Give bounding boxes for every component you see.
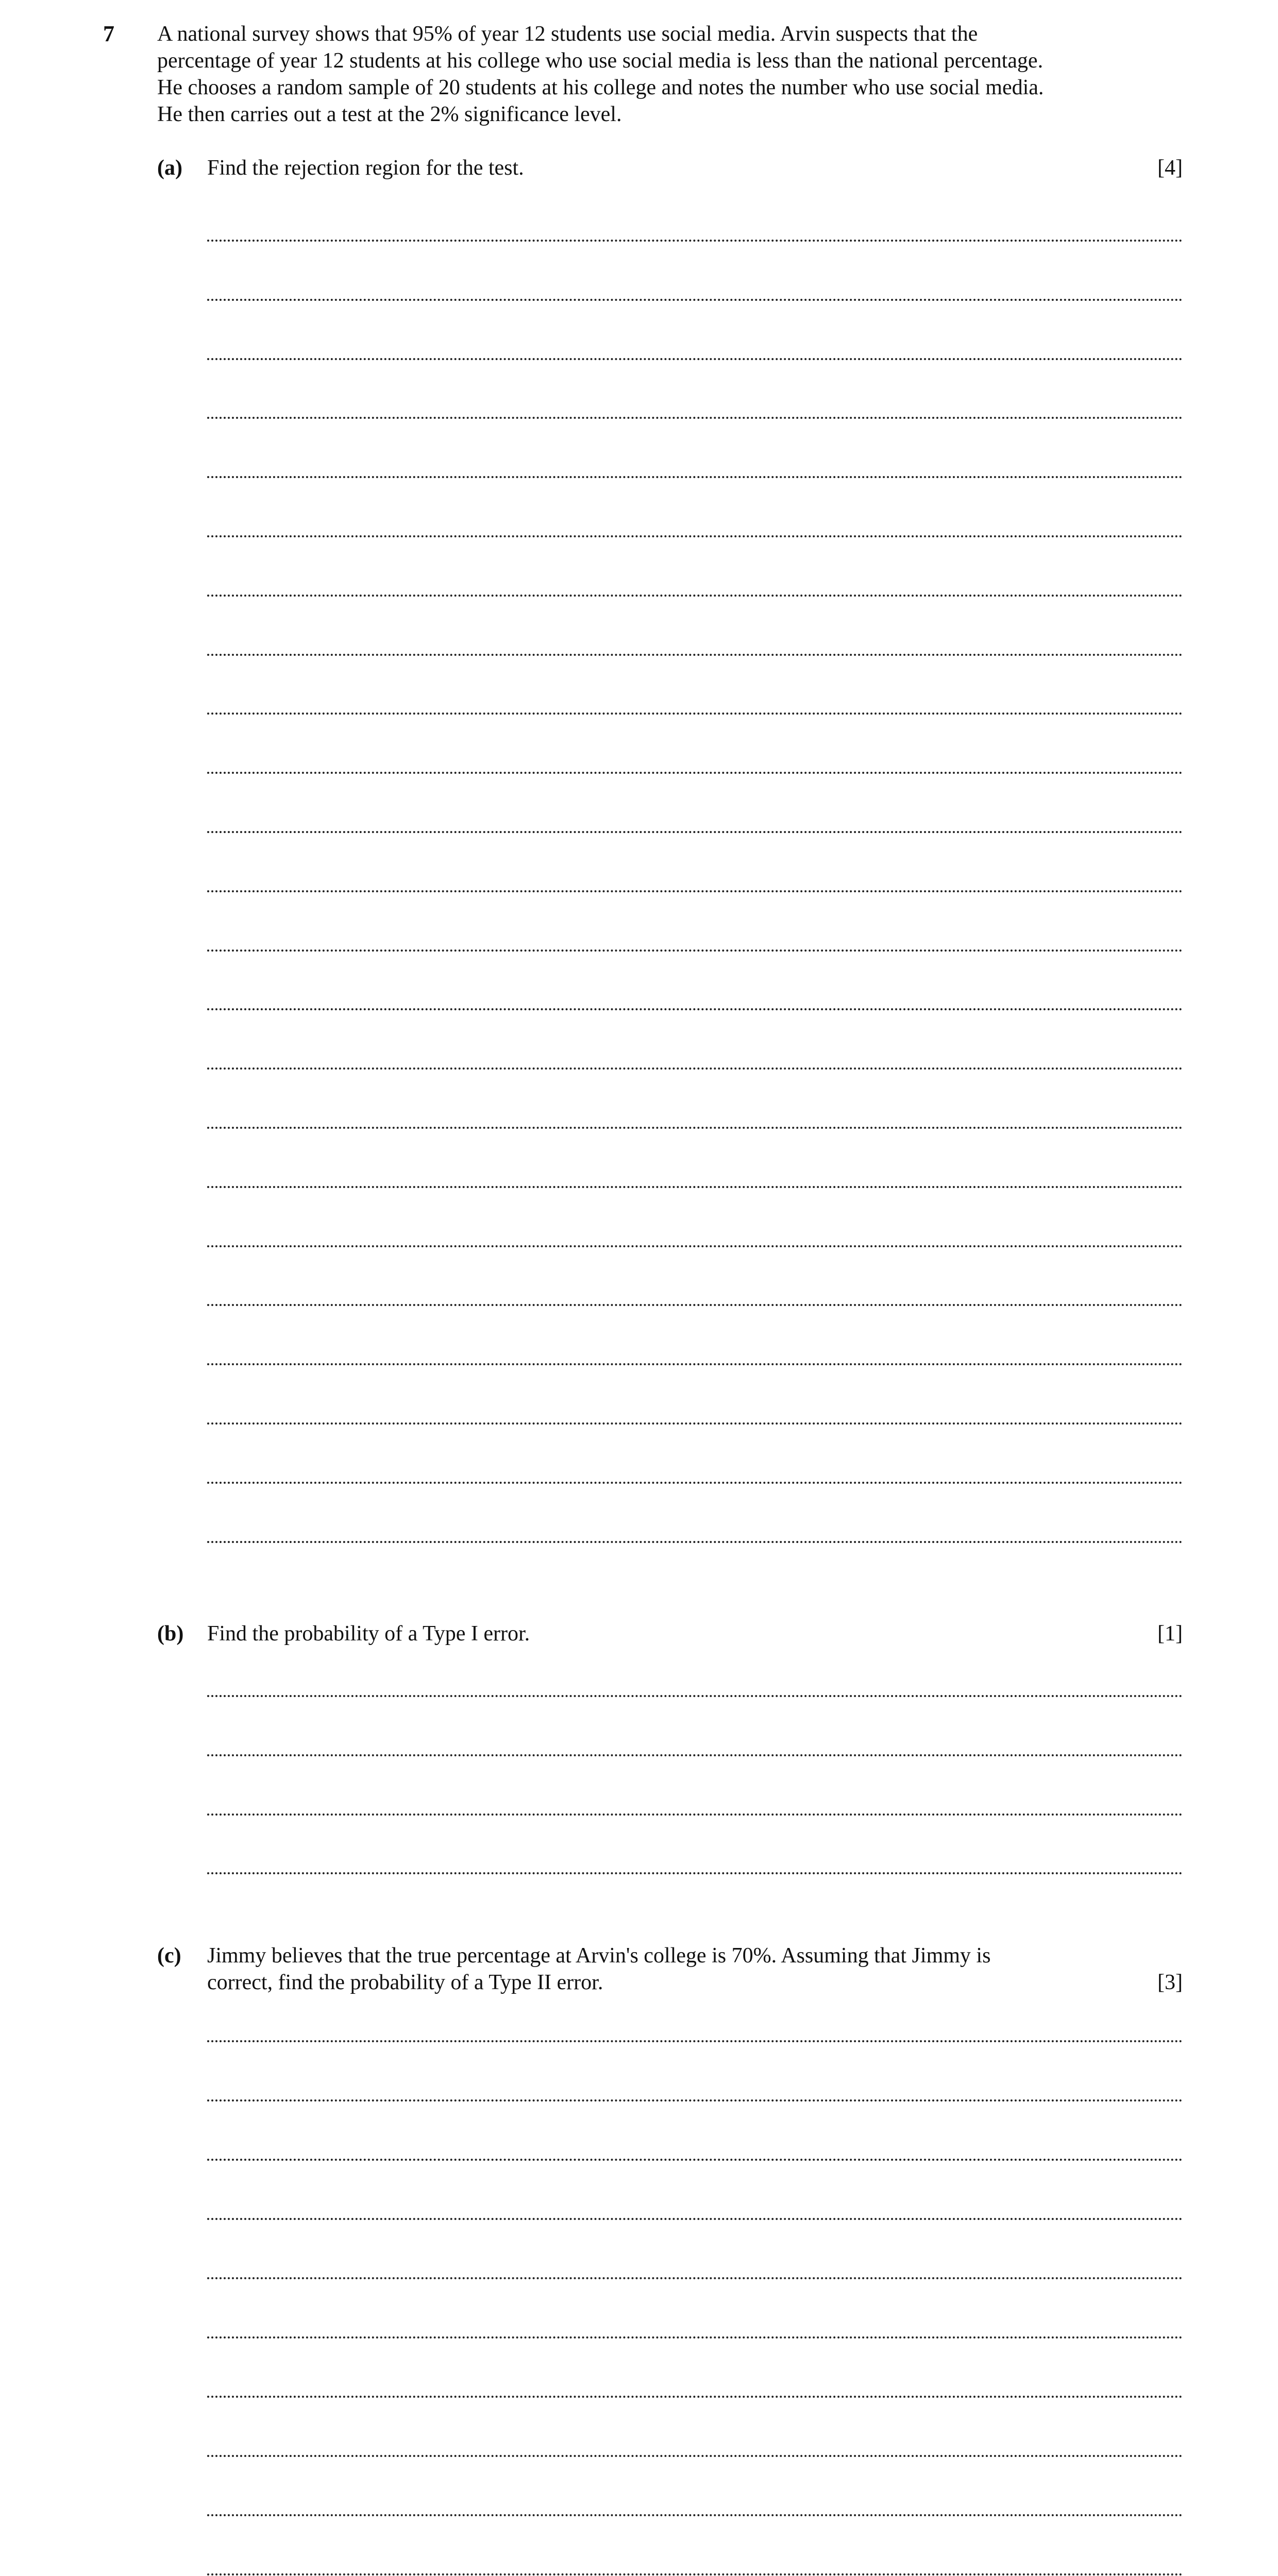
answer-line[interactable] — [207, 535, 1183, 537]
part-c-marks: [3] — [1157, 1971, 1183, 1994]
answer-line[interactable] — [207, 1814, 1183, 1816]
answer-line[interactable] — [207, 2099, 1183, 2102]
part-b-label: (b) — [157, 1622, 184, 1646]
part-a-text: Find the rejection region for the test. — [207, 156, 524, 180]
part-c-text-line: correct, find the probability of a Type II error. — [207, 1971, 603, 1994]
part-b-marks: [1] — [1157, 1622, 1183, 1646]
part-c-label: (c) — [157, 1944, 181, 1968]
stem-line: He then carries out a test at the 2% significance level. — [157, 103, 622, 126]
part-b-text: Find the probability of a Type I error. — [207, 1622, 530, 1646]
answer-line[interactable] — [207, 595, 1183, 597]
answer-line[interactable] — [207, 1422, 1183, 1425]
answer-line[interactable] — [207, 1245, 1183, 1247]
answer-line[interactable] — [207, 890, 1183, 892]
part-c-text — [207, 1942, 1183, 1996]
answer-line[interactable] — [207, 1304, 1183, 1306]
answer-line[interactable] — [207, 1541, 1183, 1543]
answer-line[interactable] — [207, 1695, 1183, 1697]
answer-line[interactable] — [207, 713, 1183, 715]
part-c-text-line: Jimmy believes that the true percentage at Arvin's college is 70%. Assuming that Jimmy is — [207, 1944, 991, 1968]
answer-line[interactable] — [207, 2514, 1183, 2516]
question-number: 7 — [103, 21, 114, 46]
answer-line[interactable] — [207, 240, 1183, 242]
answer-line[interactable] — [207, 358, 1183, 360]
stem-line: percentage of year 12 students at his college who use social media is less than the national percentage. — [157, 49, 1044, 73]
stem-line: He chooses a random sample of 20 students at his college and notes the number who use social media. — [157, 76, 1044, 99]
answer-line[interactable] — [207, 831, 1183, 833]
answer-line[interactable] — [207, 2455, 1183, 2457]
answer-line[interactable] — [207, 1482, 1183, 1484]
answer-line[interactable] — [207, 299, 1183, 301]
answer-line[interactable] — [207, 772, 1183, 774]
answer-line[interactable] — [207, 1186, 1183, 1188]
answer-line[interactable] — [207, 417, 1183, 419]
answer-line[interactable] — [207, 1067, 1183, 1070]
answer-line[interactable] — [207, 950, 1183, 952]
answer-line[interactable] — [207, 2573, 1183, 2575]
answer-line[interactable] — [207, 1363, 1183, 1365]
stem-line: A national survey shows that 95% of year 12 students use social media. Arvin suspects that the — [157, 22, 978, 46]
answer-line[interactable] — [207, 1127, 1183, 1129]
part-a-marks: [4] — [1157, 156, 1183, 180]
answer-line[interactable] — [207, 2336, 1183, 2338]
answer-line[interactable] — [207, 1872, 1183, 1874]
answer-line[interactable] — [207, 2396, 1183, 2398]
answer-line[interactable] — [207, 2159, 1183, 2161]
answer-line[interactable] — [207, 2277, 1183, 2279]
question-stem — [157, 21, 1183, 128]
answer-line[interactable] — [207, 1754, 1183, 1756]
part-a-label: (a) — [157, 156, 182, 180]
answer-line[interactable] — [207, 654, 1183, 656]
answer-line[interactable] — [207, 2218, 1183, 2220]
answer-line[interactable] — [207, 476, 1183, 478]
answer-line[interactable] — [207, 1008, 1183, 1010]
answer-line[interactable] — [207, 2040, 1183, 2042]
